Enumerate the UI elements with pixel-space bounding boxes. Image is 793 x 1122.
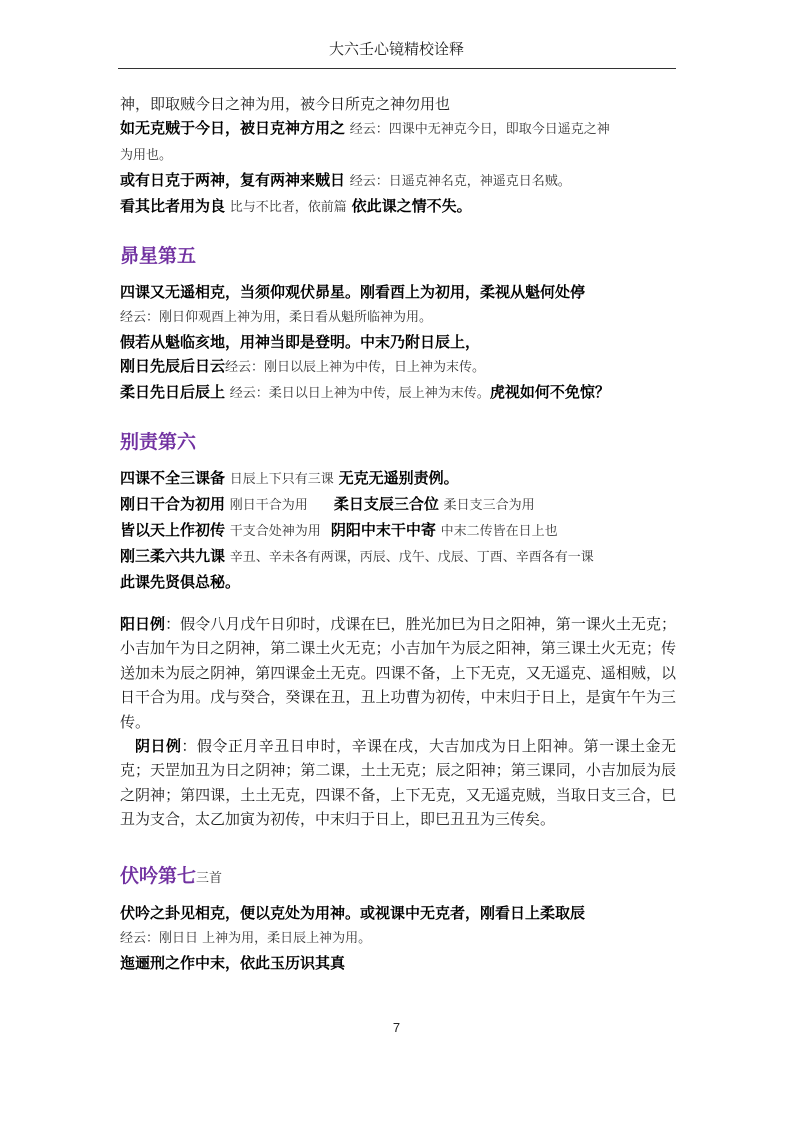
section-heading: 别责第六 (120, 431, 197, 453)
annotation-text: 为用也。 (120, 148, 173, 163)
text-line (120, 951, 676, 975)
text-line (120, 280, 676, 304)
annotation-text: 干支合处神为用 (229, 524, 321, 539)
example-text: ：假令正月辛丑日申时，辛课在戌，大吉加戌为日上阳神。第一课土金无克；天罡加丑为日之阴神；第二课，土土无克；辰之阳神；第三课同，小吉加辰为辰之阴神；第四课，土土无克，四课不备，上下无克，又无遥克贼，当取日支三合，巳丑为支合，太乙加寅为初传，中末归于日上，即巳丑丑为三传矣。 (120, 737, 676, 829)
page-number: 7 (392, 1020, 401, 1035)
header-divider (118, 68, 676, 69)
annotation-text: 日辰上下只有三课 (229, 472, 334, 487)
verse-text: 刚日干合为初用 (120, 495, 226, 513)
text-line (120, 492, 676, 518)
text-line (120, 925, 676, 951)
verse-text: 迤逦刑之作中末，依此玉历识其真 (120, 953, 346, 972)
annotation-text: 刚日干合为用 (229, 498, 308, 513)
section-heading (120, 862, 676, 893)
annotation-text: 比与不比者，依前篇 (229, 200, 347, 215)
verse-text: 柔日先日后辰上 (120, 383, 226, 401)
annotation-text: 经云：四课中无神克今日，即取今日遥克之神 (349, 122, 610, 137)
verse-text: 四课不全三课备 (120, 469, 226, 487)
text-line (120, 116, 676, 142)
annotation-text: 经云：刚日仰观酉上神为用，柔日看从魁所临神为用。 (120, 310, 433, 325)
example-paragraph (120, 734, 676, 832)
example-paragraph (120, 612, 676, 734)
page-content (120, 92, 676, 975)
verse-text: 阴阳中末干中寄 (330, 521, 436, 539)
annotation-text: 经云：刚日以辰上神为中传，日上神为末传。 (225, 360, 486, 375)
text-line (120, 518, 676, 544)
annotation-text: 辛丑、辛未各有两课，丙辰、戊午、戊辰、丁酉、辛酉各有一课 (229, 550, 594, 565)
verse-text: 此课先贤俱总秘。 (120, 573, 241, 591)
verse-text: 四课又无遥相克，当须仰观伏昴星。刚看酉上为初用，柔视从魁何处停 (120, 283, 586, 301)
verse-text: 刚日先辰后日云 (120, 357, 226, 375)
section-heading-title: 伏吟第七 (120, 864, 197, 887)
verse-text: 伏吟之卦见相克，便以克处为用神。或视课中无克者，刚看日上柔取辰 (120, 903, 586, 922)
text-line (120, 570, 676, 594)
section-heading-note: 三首 (196, 870, 223, 886)
text-line (120, 168, 676, 194)
section-heading: 昴星第五 (120, 245, 197, 267)
verse-text: 虎视如何不免惊？ (489, 383, 610, 401)
verse-text: 看其比者用为良 (120, 197, 226, 215)
text-line (120, 330, 676, 354)
verse-text: 柔日支辰三合位 (333, 495, 439, 513)
verse-text: 依此课之情不失。 (351, 197, 472, 215)
example-label: 阳日例 (120, 615, 166, 633)
annotation-text: 经云：日遥克神名克，神遥克日名贼。 (349, 174, 571, 189)
text-line (120, 380, 676, 406)
verse-text: 皆以天上作初传 (120, 521, 226, 539)
annotation-text: 经云：刚日日 上神为用，柔日辰上神为用。 (120, 930, 372, 946)
example-text: ：假令八月戊午日卯时，戊课在巳，胜光加巳为日之阳神，第一课火土无克；小吉加午为日之阴神，第二课土火无克；小吉加午为辰之阳神，第三课土火无克；传送加未为辰之阴神，第四课金土无克。四课不备，上下无克，又无遥克、遥相贼，以日干合为用。戊与癸合，癸课在丑，丑上功曹为初传，中末归于日上，是寅午午为三传。 (120, 615, 676, 731)
verse-text: 如无克贼于今日，被日克神方用之 (120, 119, 346, 137)
verse-text: 刚三柔六共九课 (120, 547, 226, 565)
text-line (120, 354, 676, 380)
text-line (120, 194, 676, 220)
text-line (120, 544, 676, 570)
page-header-title: 大六壬心镜精校诠释 (328, 40, 464, 58)
text-line (120, 901, 676, 925)
text-line (120, 466, 676, 492)
verse-text: 无克无遥别责例。 (338, 469, 459, 487)
text-line (120, 92, 676, 116)
verse-text: 假若从魁临亥地，用神当即是登明。中末乃附日辰上， (120, 333, 481, 351)
verse-text: 或有日克于两神，复有两神来贼日 (120, 171, 346, 189)
annotation-text: 中末二传皆在日上也 (440, 524, 558, 539)
text-line (120, 304, 676, 330)
annotation-text: 经云：柔日以日上神为中传，辰上神为末传。 (229, 386, 490, 401)
text-line (120, 142, 676, 168)
text: 神，即取贼今日之神为用，被今日所克之神勿用也 (120, 95, 451, 113)
example-label: 阴日例 (135, 737, 182, 756)
annotation-text: 柔日支三合为用 (443, 498, 535, 513)
